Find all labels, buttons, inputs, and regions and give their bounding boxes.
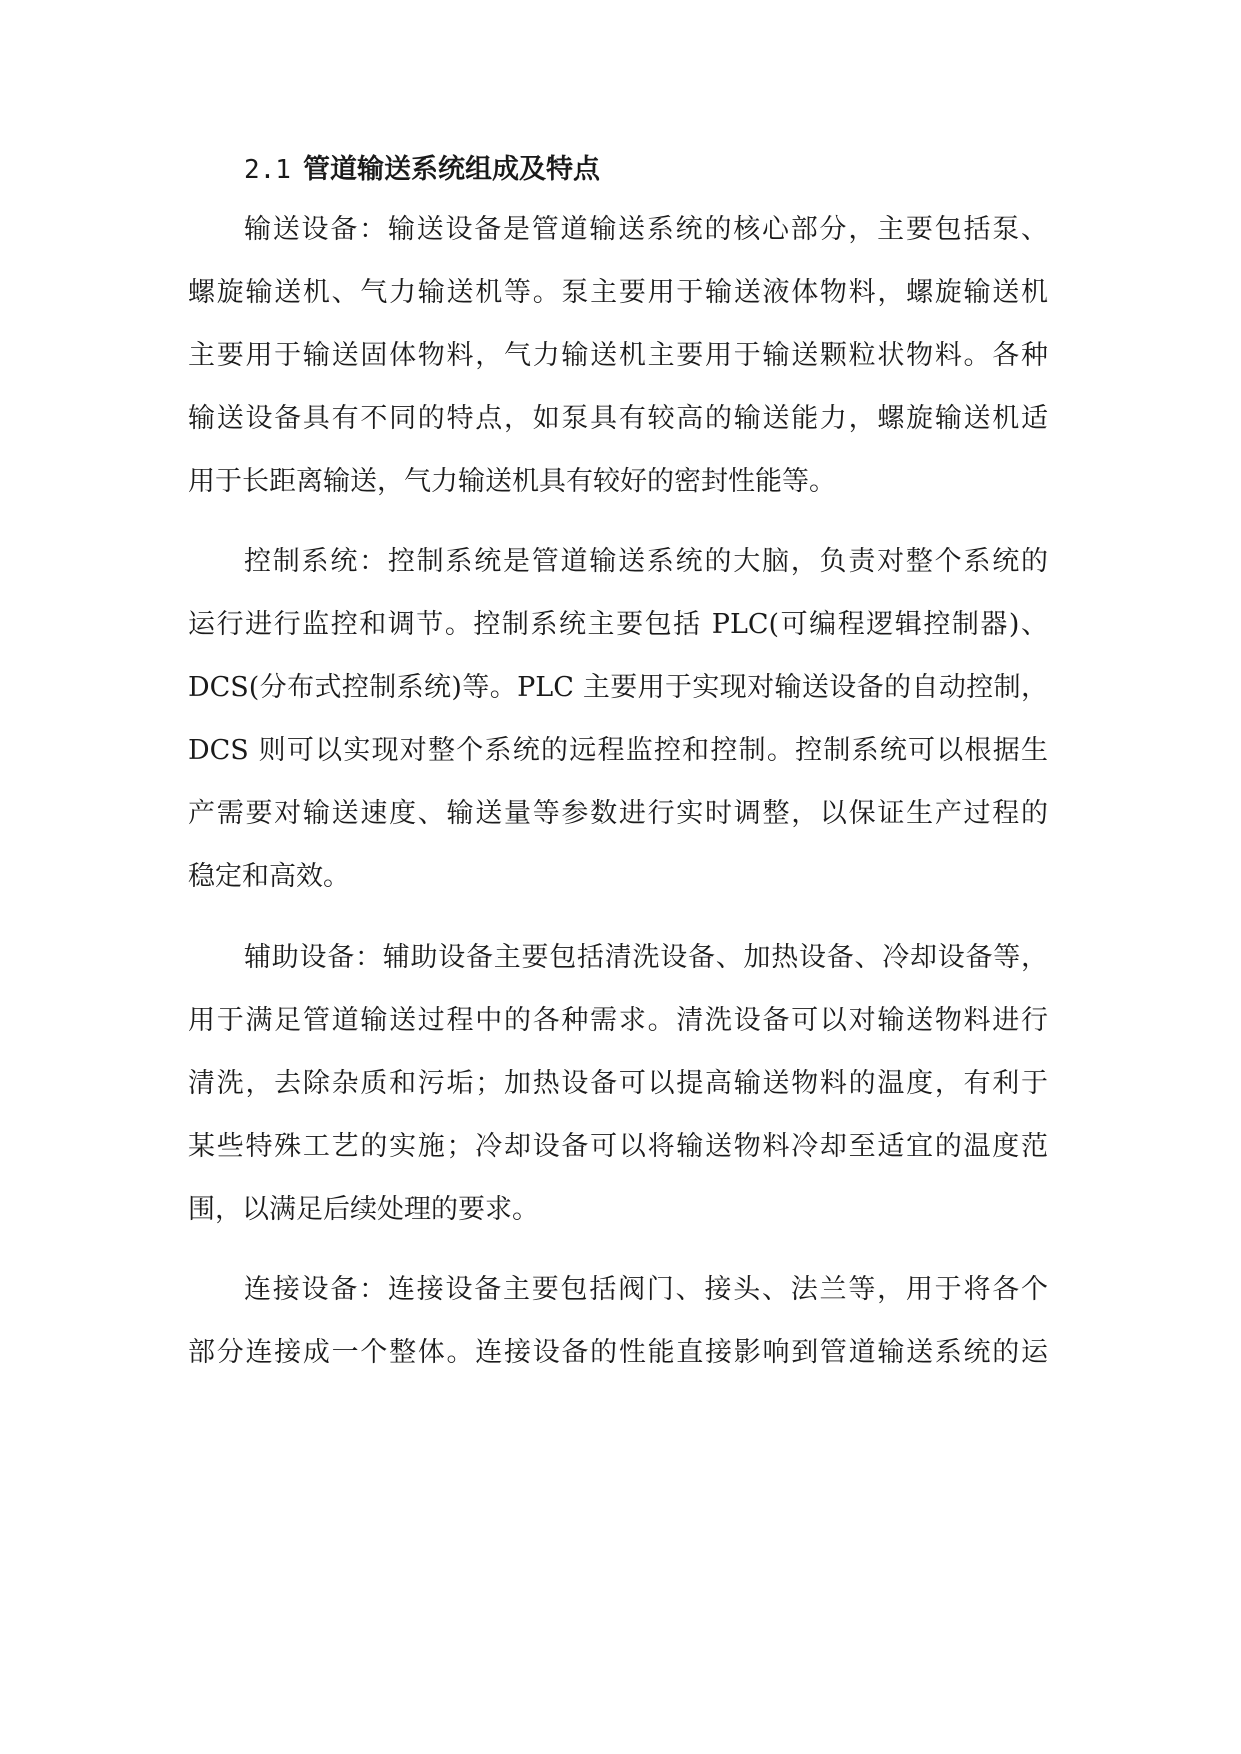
paragraph-line: 运行进行监控和调节。控制系统主要包括 PLC(可编程逻辑控制器)、 (188, 609, 1048, 640)
paragraph-line: 部分连接成一个整体。连接设备的性能直接影响到管道输送系统的运 (188, 1337, 1048, 1368)
paragraph-line: 围，以满足后续处理的要求。 (188, 1194, 539, 1225)
paragraph-line: DCS(分布式控制系统)等。PLC 主要用于实现对输送设备的自动控制， (188, 672, 1048, 703)
paragraph-connecting-equipment (188, 1258, 1048, 1384)
paragraph-line: 连接设备：连接设备主要包括阀门、接头、法兰等，用于将各个 (244, 1274, 1048, 1305)
paragraph-line: 主要用于输送固体物料，气力输送机主要用于输送颗粒状物料。各种 (188, 340, 1048, 371)
paragraph-line: 螺旋输送机、气力输送机等。泵主要用于输送液体物料，螺旋输送机 (188, 277, 1048, 308)
paragraph-conveying-equipment (188, 198, 1048, 513)
paragraph-line: 某些特殊工艺的实施；冷却设备可以将输送物料冷却至适宜的温度范 (188, 1131, 1048, 1162)
section-number: 2.1 (244, 155, 291, 185)
section-title: 管道输送系统组成及特点 (302, 154, 600, 185)
paragraph-line: 产需要对输送速度、输送量等参数进行实时调整，以保证生产过程的 (188, 798, 1048, 829)
paragraph-line: 稳定和高效。 (188, 861, 350, 892)
paragraph-control-system (188, 530, 1048, 908)
paragraph-line: 控制系统：控制系统是管道输送系统的大脑，负责对整个系统的 (244, 546, 1048, 577)
paragraph-auxiliary-equipment (188, 926, 1048, 1241)
section-heading (244, 150, 600, 190)
paragraph-line: 用于长距离输送，气力输送机具有较好的密封性能等。 (188, 466, 836, 497)
paragraph-line: 清洗，去除杂质和污垢；加热设备可以提高输送物料的温度，有利于 (188, 1068, 1048, 1099)
paragraph-line: 辅助设备：辅助设备主要包括清洗设备、加热设备、冷却设备等， (244, 942, 1048, 973)
paragraph-line: 输送设备具有不同的特点，如泵具有较高的输送能力，螺旋输送机适 (188, 403, 1048, 434)
paragraph-line: DCS 则可以实现对整个系统的远程监控和控制。控制系统可以根据生 (188, 735, 1048, 766)
paragraph-line: 输送设备：输送设备是管道输送系统的核心部分，主要包括泵、 (244, 214, 1048, 245)
paragraph-line: 用于满足管道输送过程中的各种需求。清洗设备可以对输送物料进行 (188, 1005, 1048, 1036)
